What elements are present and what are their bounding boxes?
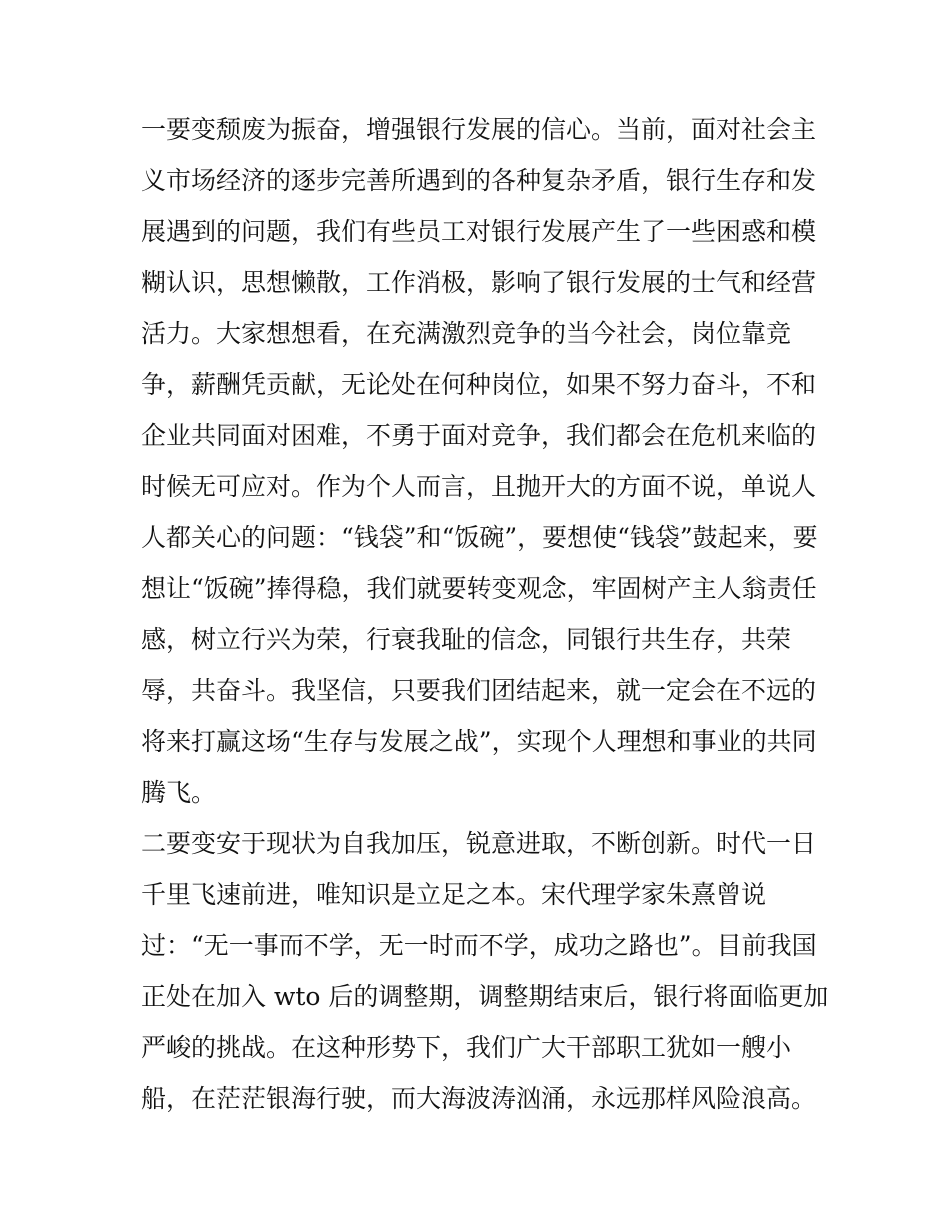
text-line: 将来打赢这场“生存与发展之战”，实现个人理想和事业的共同: [141, 727, 817, 756]
body-text: [141, 104, 829, 1124]
text-line: 一要变颓废为振奋，增强银行发展的信心。当前，面对社会主: [141, 115, 817, 144]
text-line: 过：“无一事而不学，无一时而不学，成功之路也”。目前我国: [141, 931, 817, 960]
text-line: 企业共同面对困难，不勇于面对竞争，我们都会在危机来临的: [141, 421, 817, 450]
text-line: 腾飞。: [141, 778, 217, 807]
text-line: 感，树立行兴为荣，行衰我耻的信念，同银行共生存，共荣: [141, 625, 792, 654]
text-line: 辱，共奋斗。我坚信，只要我们团结起来，就一定会在不远的: [141, 676, 817, 705]
paragraph-1: [141, 104, 818, 818]
text-line: 人都关心的问题：“钱袋”和“饭碗”，要想使“钱袋”鼓起来，要: [141, 523, 818, 552]
text-line: 千里飞速前进，唯知识是立足之本。宋代理学家朱熹曾说: [141, 880, 767, 909]
text-line: 严峻的挑战。在这种形势下，我们广大干部职工犹如一艘小: [141, 1033, 792, 1062]
text-line: 糊认识，思想懒散，工作消极，影响了银行发展的士气和经营: [141, 268, 817, 297]
text-line: 展遇到的问题，我们有些员工对银行发展产生了一些困惑和模: [141, 217, 817, 246]
text-line: 活力。大家想想看，在充满激烈竞争的当今社会，岗位靠竞: [141, 319, 792, 348]
text-line: 争，薪酬凭贡献，无论处在何种岗位，如果不努力奋斗，不和: [141, 370, 817, 399]
text-line: 二要变安于现状为自我加压，锐意进取，不断创新。时代一日: [141, 829, 817, 858]
text-line: 义市场经济的逐步完善所遇到的各种复杂矛盾，银行生存和发: [141, 166, 817, 195]
text-line: 想让“饭碗”捧得稳，我们就要转变观念，牢固树产主人翁责任: [141, 574, 817, 603]
text-line: 船，在茫茫银海行驶，而大海波涛汹涌，永远那样风险浪高。: [141, 1084, 817, 1113]
text-line: 正处在加入 wto 后的调整期，调整期结束后，银行将面临更加: [141, 982, 829, 1011]
text-line: 时候无可应对。作为个人而言，且抛开大的方面不说，单说人: [141, 472, 817, 501]
paragraph-2: [141, 818, 829, 1124]
